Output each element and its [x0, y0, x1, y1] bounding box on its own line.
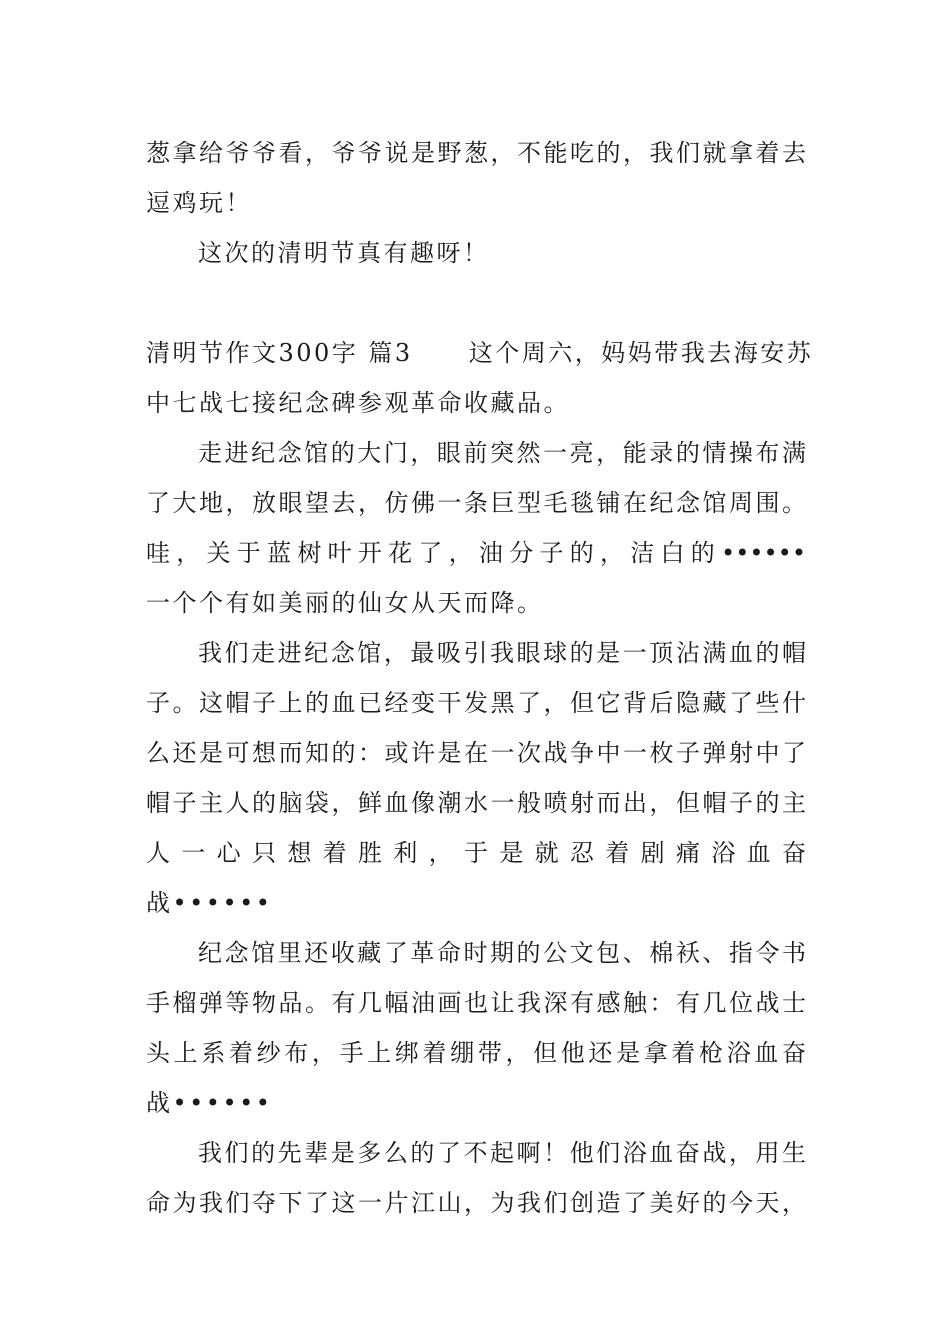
section-heading-line: [146, 328, 814, 378]
text-line: 命为我们夺下了这一片江山，为我们创造了美好的今天，: [146, 1189, 806, 1217]
text-line: 战••••••: [146, 889, 273, 917]
text-line: 头上系着纱布，手上绑着绷带，但他还是拿着枪浴血奋: [146, 1039, 806, 1067]
text-line: 子。这帽子上的血已经变干发黑了，但它背后隐藏了些什: [146, 689, 806, 717]
text-line: 纪念馆里还收藏了革命时期的公文包、棉袄、指令书: [198, 939, 806, 967]
document-page: [146, 128, 814, 1228]
text-line: 我们走进纪念馆，最吸引我眼球的是一顶沾满血的帽: [198, 639, 806, 667]
text-line: 了大地，放眼望去，仿佛一条巨型毛毯铺在纪念馆周围。: [146, 489, 806, 517]
text-line: 中七战七接纪念碑参观革命收藏品。: [146, 389, 570, 417]
text-line: 手榴弹等物品。有几幅油画也让我深有感触：有几位战士: [146, 989, 806, 1017]
text-line: 葱拿给爷爷看，爷爷说是野葱，不能吃的，我们就拿着去: [146, 139, 806, 167]
text-line: 战••••••: [146, 1089, 273, 1117]
text-line: 我们的先辈是多么的了不起啊！他们浴血奋战，用生: [198, 1139, 806, 1167]
text-line: 这个周六，妈妈带我去海安苏: [468, 339, 814, 367]
text-line: 人一心只想着胜利，于是就忍着剧痛浴血奋: [146, 839, 806, 867]
text-line: 这次的清明节真有趣呀！: [198, 239, 490, 267]
text-line: 一个个有如美丽的仙女从天而降。: [146, 589, 544, 617]
text-line: 哇，关于蓝树叶开花了，油分子的，洁白的••••••: [146, 539, 806, 567]
text-line: 走进纪念馆的大门，眼前突然一亮，能录的情操布满: [198, 439, 806, 467]
blank-line: [146, 278, 806, 328]
text-line: 帽子主人的脑袋，鲜血像潮水一般喷射而出，但帽子的主: [146, 789, 806, 817]
text-line: 么还是可想而知的：或许是在一次战争中一枚子弹射中了: [146, 739, 806, 767]
text-line: 逗鸡玩！: [146, 189, 252, 217]
section-heading: 清明节作文300字 篇3: [146, 339, 413, 367]
